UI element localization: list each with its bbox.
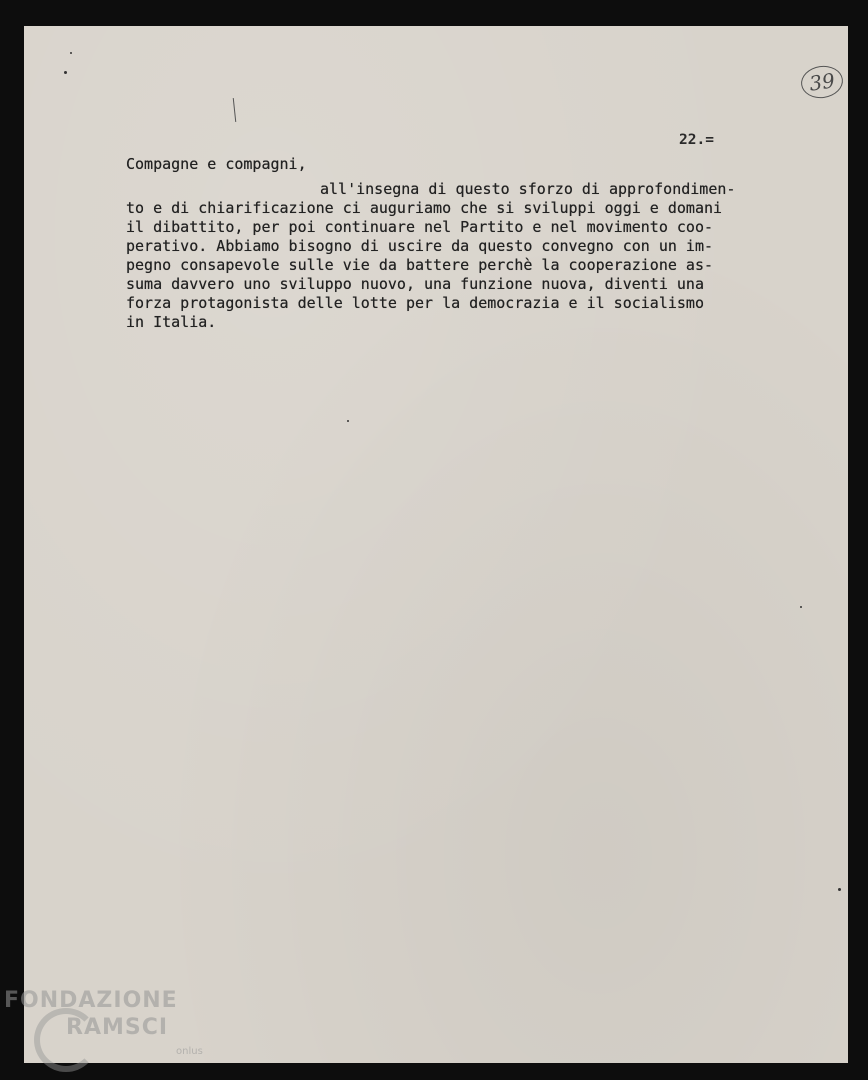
paper-speck [70, 52, 72, 54]
salutation: Compagne e compagni, [126, 155, 307, 173]
paper-speck [64, 71, 67, 74]
paper-speck [800, 606, 802, 608]
body-line: pegno consapevole sulle vie da battere perchè la cooperazione as- [126, 256, 713, 274]
watermark-suffix: onlus [176, 1046, 203, 1057]
page-number: 22.= [679, 132, 714, 148]
body-line: to e di chiarificazione ci auguriamo che si sviluppi oggi e domani [126, 199, 723, 217]
body-line: forza protagonista delle lotte per la democrazia e il socialismo [126, 294, 704, 312]
body-line: suma davvero uno sviluppo nuovo, una funzione nuova, diventi una [126, 275, 704, 293]
body-line: il dibattito, per poi continuare nel Partito e nel movimento coo- [126, 218, 713, 236]
foundation-watermark-logo [4, 988, 224, 1078]
watermark-line1: FONDAZIONE [4, 988, 178, 1013]
body-line: perativo. Abbiamo bisogno di uscire da questo convegno con un im- [126, 237, 713, 255]
archive-number-stamp: 39 [799, 63, 845, 101]
paper-speck [347, 420, 349, 422]
paper-speck [838, 888, 841, 891]
body-line: in Italia. [126, 313, 217, 331]
watermark-line2: RAMSCI [66, 1015, 169, 1040]
body-text [126, 180, 766, 332]
body-line: all'insegna di questo sforzo di approfondimen- [320, 180, 736, 198]
